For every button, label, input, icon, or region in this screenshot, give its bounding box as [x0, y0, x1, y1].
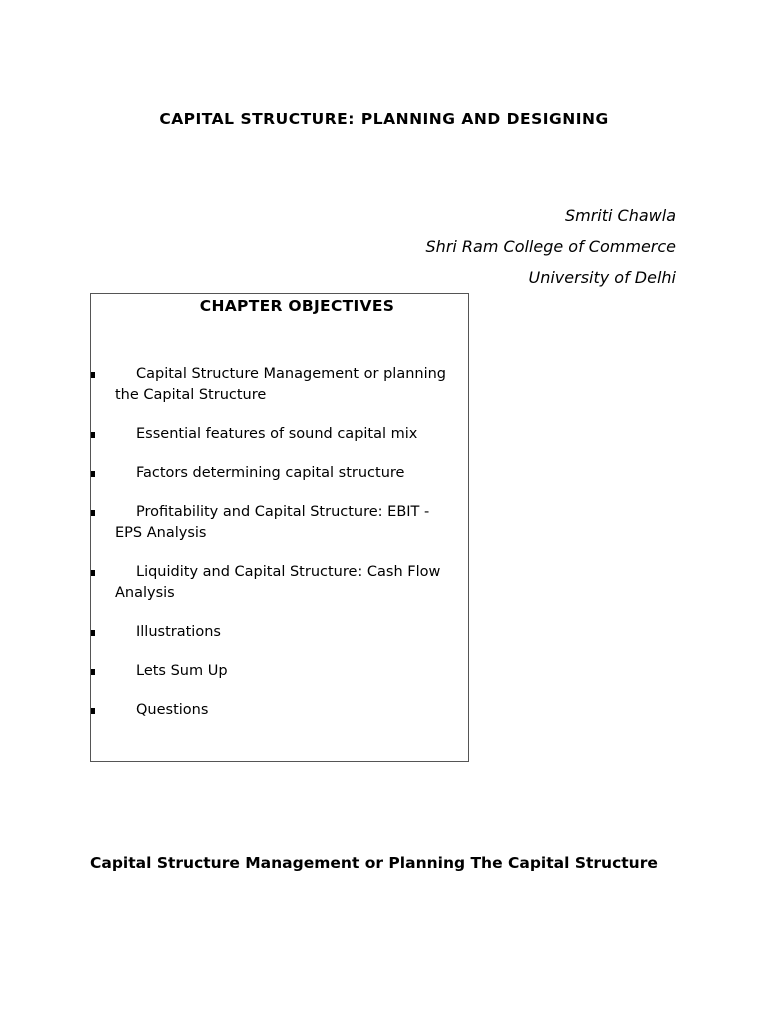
author-university: University of Delhi — [528, 268, 676, 287]
objective-item — [91, 562, 468, 604]
author-name: Smriti Chawla — [564, 206, 676, 225]
objective-text: Illustrations — [136, 624, 221, 640]
chapter-objectives-box — [90, 293, 469, 762]
bullet-icon — [91, 708, 95, 714]
objective-item — [91, 424, 468, 445]
objective-text: Questions — [136, 702, 209, 718]
bullet-icon — [91, 432, 95, 438]
bullet-icon — [91, 570, 95, 576]
objective-item — [91, 463, 468, 484]
author-college: Shri Ram College of Commerce — [425, 237, 676, 256]
objective-text: Liquidity and Capital Structure: Cash Flow Analysis — [115, 564, 441, 601]
bullet-icon — [91, 372, 95, 378]
bullet-icon — [91, 510, 95, 516]
objective-text: Lets Sum Up — [136, 663, 228, 679]
bullet-icon — [91, 669, 95, 675]
bullet-icon — [91, 630, 95, 636]
objective-text: Profitability and Capital Structure: EBIT - EPS Analysis — [115, 504, 430, 541]
objective-item — [91, 364, 468, 406]
objective-item — [91, 502, 468, 544]
bullet-icon — [91, 471, 95, 477]
section-heading: Capital Structure Management or Planning The Capital Structure — [90, 854, 658, 872]
objectives-heading: CHAPTER OBJECTIVES — [199, 297, 395, 315]
author-block — [426, 200, 676, 293]
objective-item — [91, 622, 468, 643]
objectives-list — [91, 364, 468, 739]
objective-text: Essential features of sound capital mix — [136, 426, 418, 442]
objective-text: Capital Structure Management or planning the Capital Structure — [115, 366, 447, 403]
objective-text: Factors determining capital structure — [136, 465, 405, 481]
objective-item — [91, 661, 468, 682]
page-title: CAPITAL STRUCTURE: PLANNING AND DESIGNING — [159, 110, 609, 128]
objective-item — [91, 700, 468, 721]
